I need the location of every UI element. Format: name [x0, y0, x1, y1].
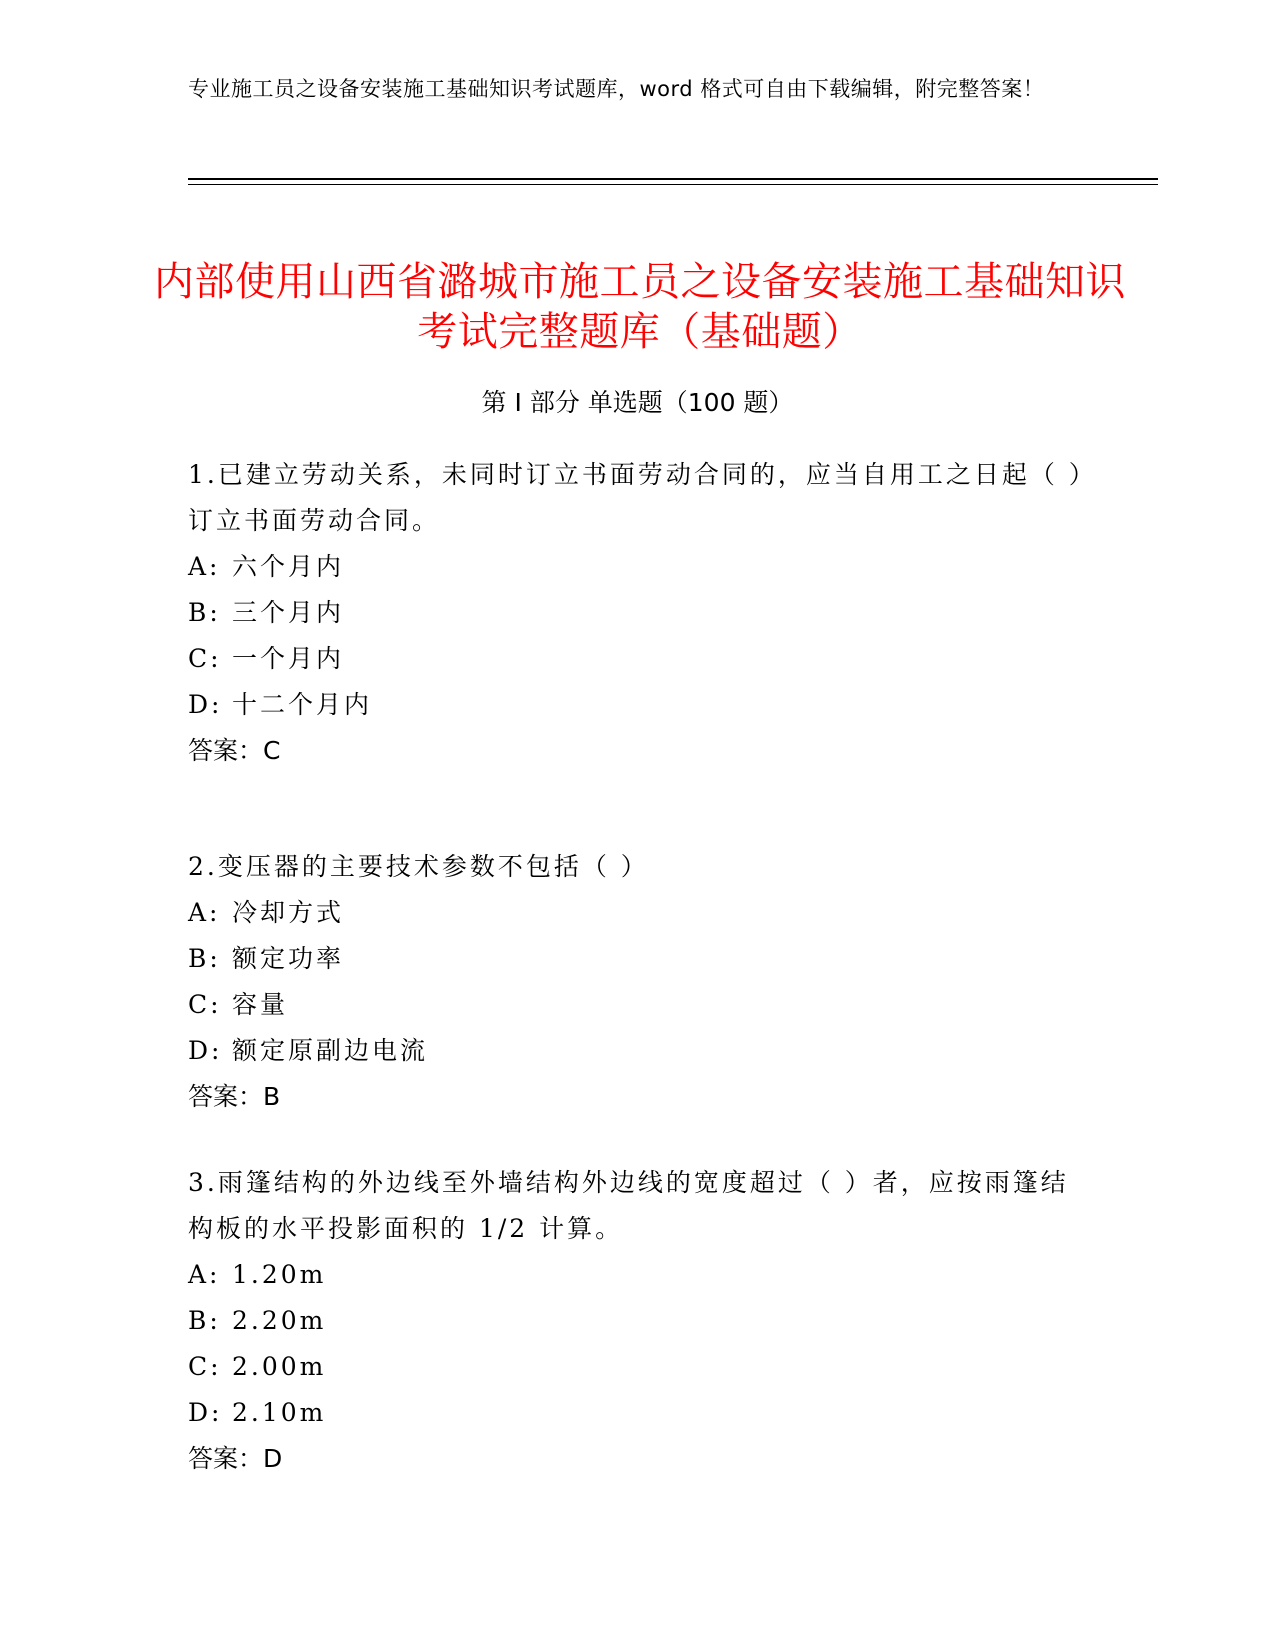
- answer-line: 答案：B: [188, 1082, 281, 1111]
- option-text: 一个月内: [232, 644, 345, 673]
- option-text: 容量: [232, 990, 289, 1019]
- option-b: [188, 936, 1088, 982]
- option-d: [188, 1390, 1088, 1436]
- answer-line: 答案：D: [188, 1444, 283, 1473]
- option-a: [188, 890, 1088, 936]
- option-key: B:: [188, 944, 221, 973]
- option-key: C:: [188, 1352, 222, 1381]
- option-text: 冷却方式: [232, 898, 345, 927]
- option-a: [188, 544, 1088, 590]
- question-stem: 3.雨篷结构的外边线至外墙结构外边线的宽度超过（ ）者，应按雨篷结构板的水平投影面积的 1/2 计算。: [188, 1168, 1069, 1243]
- option-key: A:: [188, 1260, 221, 1289]
- option-text: 三个月内: [232, 598, 345, 627]
- option-key: B:: [188, 1306, 221, 1335]
- option-c: [188, 982, 1088, 1028]
- question-3: [188, 1160, 1088, 1482]
- option-c: [188, 1344, 1088, 1390]
- header-divider-thick: [188, 178, 1158, 180]
- header-note: 专业施工员之设备安装施工基础知识考试题库，word 格式可自由下载编辑，附完整答案！: [188, 77, 1045, 101]
- question-stem: 1.已建立劳动关系，未同时订立书面劳动合同的，应当自用工之日起（ ）订立书面劳动合同。: [188, 460, 1085, 535]
- header-divider-thin: [188, 184, 1158, 185]
- option-key: D:: [188, 1036, 223, 1065]
- option-d: [188, 1028, 1088, 1074]
- option-text: 额定功率: [232, 944, 345, 973]
- option-c: [188, 636, 1088, 682]
- option-key: A:: [188, 552, 221, 581]
- option-d: [188, 682, 1088, 728]
- option-b: [188, 1298, 1088, 1344]
- option-text: 2.20m: [232, 1306, 327, 1335]
- question-1: [188, 452, 1088, 774]
- option-b: [188, 590, 1088, 636]
- option-text: 十二个月内: [232, 690, 373, 719]
- option-key: D:: [188, 690, 223, 719]
- option-text: 六个月内: [232, 552, 345, 581]
- question-stem: 2.变压器的主要技术参数不包括（ ）: [188, 852, 649, 881]
- option-text: 1.20m: [232, 1260, 327, 1289]
- section-heading: 第 I 部分 单选题（100 题）: [481, 388, 794, 417]
- option-a: [188, 1252, 1088, 1298]
- option-key: A:: [188, 898, 221, 927]
- option-key: B:: [188, 598, 221, 627]
- option-text: 额定原副边电流: [232, 1036, 429, 1065]
- option-text: 2.10m: [232, 1398, 327, 1427]
- option-key: C:: [188, 990, 222, 1019]
- document-title: 内部使用山西省潞城市施工员之设备安装施工基础知识考试完整题库（基础题）: [154, 258, 1126, 355]
- option-key: D:: [188, 1398, 223, 1427]
- option-text: 2.00m: [232, 1352, 327, 1381]
- answer-line: 答案：C: [188, 736, 281, 765]
- question-2: [188, 844, 1088, 1120]
- option-key: C:: [188, 644, 222, 673]
